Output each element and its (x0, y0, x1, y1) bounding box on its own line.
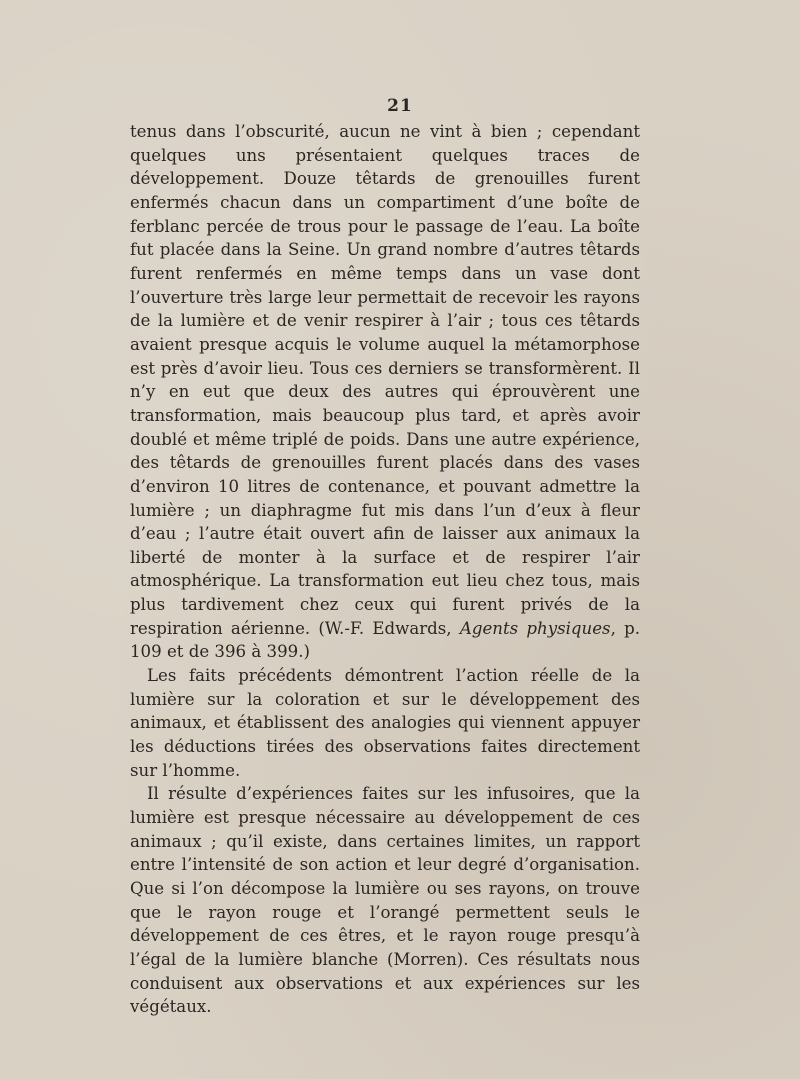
paragraph-3: Il résulte d’expériences faites sur les infusoires, que la lumière est presque nécessaire au développement de ces animaux ; qu’il existe, dans certaines limites, un rapport entre l’intensité de son action et leur degré d’organisation. Que si l’on décompose la lumière ou ses rayons, on trouve que le rayon rouge et l’orangé permettent seuls le développement de ces êtres, et le rayon rouge presqu’à l’égal de la lumière blanche (Morren). Ces résultats nous conduisent aux observations et aux expériences sur les végétaux. (130, 784, 640, 1017)
paragraph-1-text: tenus dans l’obscurité, aucun ne vint à bien ; cependant quelques uns présentaient quelques traces de développement. Douze têtards de grenouilles furent enfermés chacun dans un compartiment d’une boîte de ferblanc percée de trous pour le passage de l’eau. La boîte fut placée dans la Seine. Un grand nombre d’autres têtards furent renfermés en même temps dans un vase dont l’ouverture très large leur permettait de recevoir les rayons de la lumière et de venir respirer à l’air ; tous ces têtards avaient presque acquis le volume auquel la métamorphose est près d’avoir lieu. Tous ces derniers se transformèrent. Il n’y en eut que deux des autres qui éprouvèrent une transformation, mais beaucoup plus tard, et après avoir doublé et même triplé de poids. Dans une autre expérience, des têtards de grenouilles furent placés dans des vases d’environ 10 litres de contenance, et pouvant admettre la lumière ; un diaphragme fut mis dans l’un d’eux à fleur d’eau ; l’autre était ouvert afin de laisser aux animaux la liberté de monter à la surface et de respirer l’air atmosphérique. La transformation eut lieu chez tous, mais plus tardivement chez ceux qui furent privés de la respiration aérienne. (W.-F. Edwards, (130, 122, 640, 638)
paragraph-1 (130, 120, 640, 664)
page-number: 21 (387, 96, 413, 116)
paragraph-2: Les faits précédents démontrent l’action réelle de la lumière sur la coloration et sur le développement des animaux, et établissent des analogies qui viennent appuyer les déductions tirées des observations faites directement sur l’homme. (130, 666, 640, 780)
book-title-citation: Agents physiques (459, 618, 611, 638)
body-text (130, 120, 640, 1019)
paragraph-1-citation-pages: , p. 109 et de 396 à 399.) (130, 618, 640, 662)
